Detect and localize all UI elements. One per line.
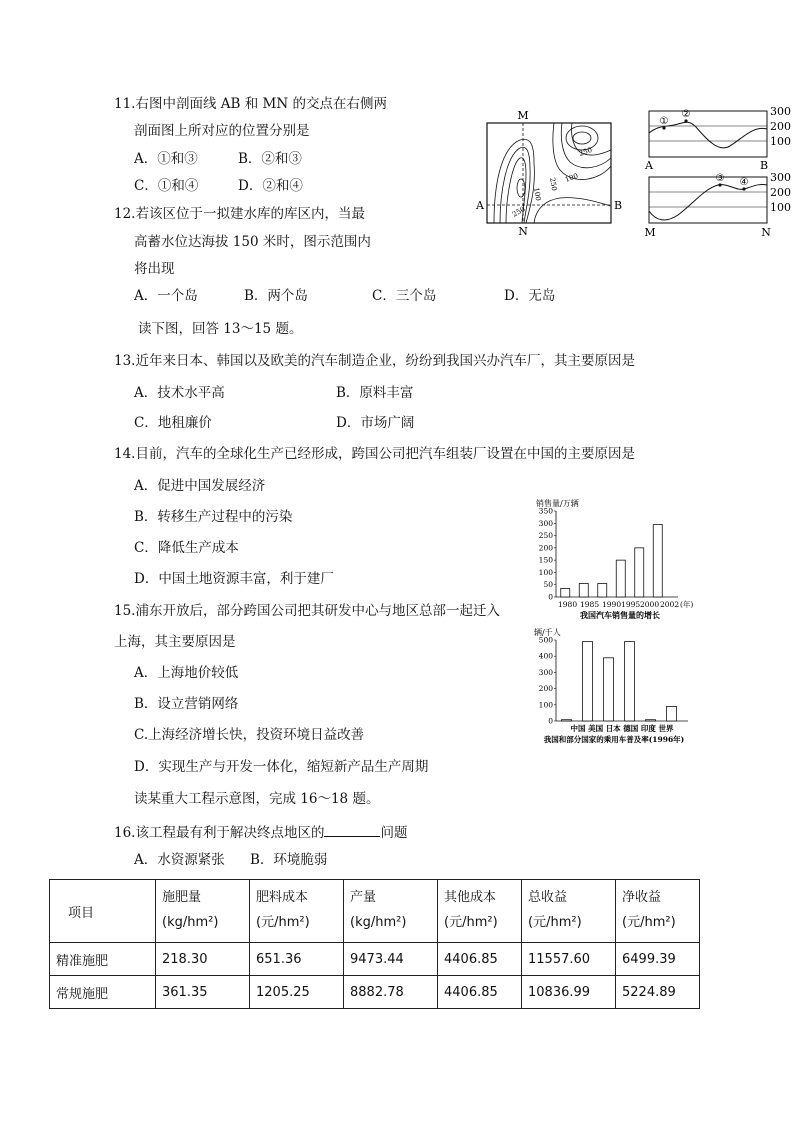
read-instruction-1: 读下图，回答 13～15 题。 (138, 321, 303, 337)
tick-200: 200 (770, 120, 791, 133)
tick-300: 300 (770, 171, 791, 184)
label-n: N (518, 225, 528, 238)
table-cell: 精准施肥 (50, 943, 156, 976)
table-header-cell: 肥料成本 (元/hm²) (250, 880, 344, 943)
q16-option-a: A．水资源紧张 (134, 852, 225, 868)
chart-car-sales-svg (528, 497, 708, 627)
tick-200: 200 (770, 186, 791, 199)
q15-option-a: A．上海地价较低 (134, 665, 239, 681)
chart-car-sales (528, 497, 708, 627)
q15-option-d: D．实现生产与开发一体化，缩短新产品生产周期 (134, 759, 429, 775)
profile-diagrams-svg (644, 103, 794, 243)
profile-mn (644, 171, 791, 239)
table-cell: 11557.60 (522, 943, 616, 976)
mark-2: ② (681, 109, 691, 120)
table-cell: 651.36 (250, 943, 344, 976)
mark-3: ③ (715, 173, 725, 184)
chart2-yticks (539, 636, 556, 726)
q14-option-c: C．降低生产成本 (134, 540, 239, 556)
q13-stem: 13.近年来日本、韩国以及欧美的汽车制造企业，纷纷到我国兴办汽车厂，其主要原因是 (114, 353, 635, 369)
q14-option-d: D．中国土地资源丰富，利于建厂 (134, 571, 334, 587)
chart2-ylabel: 辆/千人 (534, 628, 561, 637)
q16-stem-before: 16.该工程最有利于解决终点地区的 (114, 825, 325, 841)
y-tick-label: 150 (538, 555, 553, 565)
table-cell: 1205.25 (250, 976, 344, 1009)
chart1-xtick: 1985 (580, 600, 600, 609)
q16-stem (114, 824, 407, 841)
q11-option-d: D．②和④ (238, 178, 303, 194)
y-tick-label: 200 (538, 543, 553, 553)
tick-100: 100 (770, 201, 791, 214)
q15-option-c: C.上海经济增长快，投资环境日益改善 (134, 727, 365, 743)
y-tick-label: 0 (548, 716, 553, 726)
table-header-cell: 总收益 (元/hm²) (522, 880, 616, 943)
table-cell: 4406.85 (438, 943, 522, 976)
contour-map-svg (470, 108, 630, 240)
y-tick-label: 50 (543, 580, 553, 590)
chart1-xtick: 2002 (660, 600, 680, 609)
bar-1995 (616, 560, 625, 597)
q12-line2: 高蓄水位达海拔 150 米时，图示范围内 (134, 234, 371, 250)
y-tick-label: 400 (538, 651, 553, 661)
y-tick-label: 100 (538, 700, 553, 710)
mark-1: ① (659, 116, 669, 127)
q12-option-a: A．一个岛 (134, 288, 198, 304)
bar-1985 (579, 583, 588, 597)
contour-value: 100 (563, 171, 580, 184)
label-m: M (517, 109, 529, 122)
table-row (50, 976, 700, 1009)
bar-1980 (561, 588, 570, 597)
q15-line2: 上海，其主要原因是 (114, 634, 236, 650)
chart1-bars (561, 525, 663, 597)
q11-option-b: B．②和③ (238, 151, 302, 167)
fertilizer-table (49, 879, 700, 1009)
label-m-profile: M (644, 226, 656, 239)
q11-line2: 剖面图上所对应的位置分别是 (134, 123, 310, 139)
chart1-xunit: (年) (680, 600, 694, 609)
q14-option-a: A．促进中国发展经济 (134, 478, 266, 494)
y-tick-label: 200 (538, 684, 553, 694)
y-tick-label: 250 (538, 531, 553, 541)
chart-car-ownership-svg (528, 624, 708, 752)
y-tick-label: 0 (548, 592, 553, 602)
table-cell: 361.35 (156, 976, 250, 1009)
table-row (50, 943, 700, 976)
q11-option-a: A．①和③ (134, 151, 198, 167)
bar-日本 (604, 658, 614, 721)
y-tick-label: 300 (538, 518, 553, 528)
y-tick-label: 100 (538, 567, 553, 577)
table-header-cell: 产量 (kg/hm²) (344, 880, 438, 943)
table-cell: 9473.44 (344, 943, 438, 976)
contour-value: 250 (577, 145, 594, 158)
bar-1990 (598, 583, 607, 597)
chart1-ylabel: 销售量/万辆 (536, 499, 579, 508)
table-cell: 5224.89 (616, 976, 700, 1009)
chart1-title: 我国汽车销售量的增长 (580, 610, 660, 620)
table-cell: 4406.85 (438, 976, 522, 1009)
q12-line3: 将出现 (134, 261, 175, 277)
table-header-cell: 项目 (50, 880, 156, 943)
contour-lines (494, 123, 611, 223)
table-cell: 218.30 (156, 943, 250, 976)
q12-option-b: B．两个岛 (244, 288, 308, 304)
chart1-xtick: 19901995 (602, 600, 641, 609)
q13-option-c: C．地租廉价 (134, 415, 212, 431)
contour-value: 250 (511, 205, 527, 219)
q13-option-b: B．原料丰富 (336, 385, 414, 401)
contour-value: 250 (548, 176, 559, 192)
q12-option-d: D．无岛 (504, 288, 556, 304)
label-b: B (613, 199, 623, 212)
chart2-title: 我国和部分国家的乘用车普及率(1996年) (543, 735, 685, 744)
q11-option-c: C．①和④ (134, 178, 199, 194)
table-header-cell: 施肥量 (kg/hm²) (156, 880, 250, 943)
table-cell: 常规施肥 (50, 976, 156, 1009)
chart1-yticks (539, 507, 556, 602)
bar-印度 (646, 720, 656, 721)
read-instruction-2: 读某重大工程示意图，完成 16～18 题。 (134, 791, 380, 807)
label-a: A (476, 199, 484, 212)
y-tick-label: 350 (538, 506, 553, 516)
bar-德国 (625, 642, 635, 721)
mark-4: ④ (739, 177, 749, 188)
q15-line1: 15.浦东开放后，部分跨国公司把其研发中心与地区总部一起迁入 (114, 603, 500, 619)
bar-中国 (562, 720, 572, 721)
q16-option-b: B．环境脆弱 (250, 852, 328, 868)
q15-option-b: B．设立营销网络 (134, 696, 239, 712)
chart2-xticks: 中国 美国 日本 德国 印度 世界 (570, 724, 674, 733)
table-cell: 8882.78 (344, 976, 438, 1009)
table-header-cell: 其他成本 (元/hm²) (438, 880, 522, 943)
chart-car-ownership (528, 624, 708, 752)
answer-blank (324, 824, 380, 837)
table-header-cell: 净收益 (元/hm²) (616, 880, 700, 943)
q12-line1: 12.若该区位于一拟建水库的库区内，当最 (114, 206, 365, 222)
q12-option-c: C．三个岛 (372, 288, 437, 304)
tick-300: 300 (770, 105, 791, 118)
chart1-xtick: 1980 (558, 600, 578, 609)
label-n-profile: N (761, 226, 771, 239)
chart1-xtick: 2000 (640, 600, 660, 609)
q11-line1: 11.右图中剖面线 AB 和 MN 的交点在右侧两 (114, 96, 387, 112)
q13-option-d: D．市场广阔 (336, 415, 415, 431)
bar-2000 (635, 548, 644, 597)
bar-2002 (653, 525, 662, 597)
y-tick-label: 500 (538, 635, 553, 645)
chart2-bars (562, 642, 677, 721)
table-cell: 10836.99 (522, 976, 616, 1009)
contour-value: 100 (532, 186, 543, 202)
y-tick-label: 300 (538, 667, 553, 677)
bar-世界 (667, 706, 677, 721)
table-cell: 6499.39 (616, 943, 700, 976)
profile-ab (644, 105, 791, 172)
q14-option-b: B．转移生产过程中的污染 (134, 509, 293, 525)
profile-diagrams (644, 103, 794, 243)
label-a-profile: A (645, 159, 653, 172)
q14-stem: 14.目前，汽车的全球化生产已经形成，跨国公司把汽车组装厂设置在中国的主要原因是 (114, 446, 635, 462)
bar-美国 (583, 642, 593, 721)
label-b-profile: B (759, 159, 769, 172)
tick-100: 100 (770, 135, 791, 148)
table-header-row (50, 880, 700, 943)
q16-stem-after: 问题 (380, 825, 408, 841)
q13-option-a: A．技术水平高 (134, 385, 225, 401)
contour-map (470, 108, 630, 240)
